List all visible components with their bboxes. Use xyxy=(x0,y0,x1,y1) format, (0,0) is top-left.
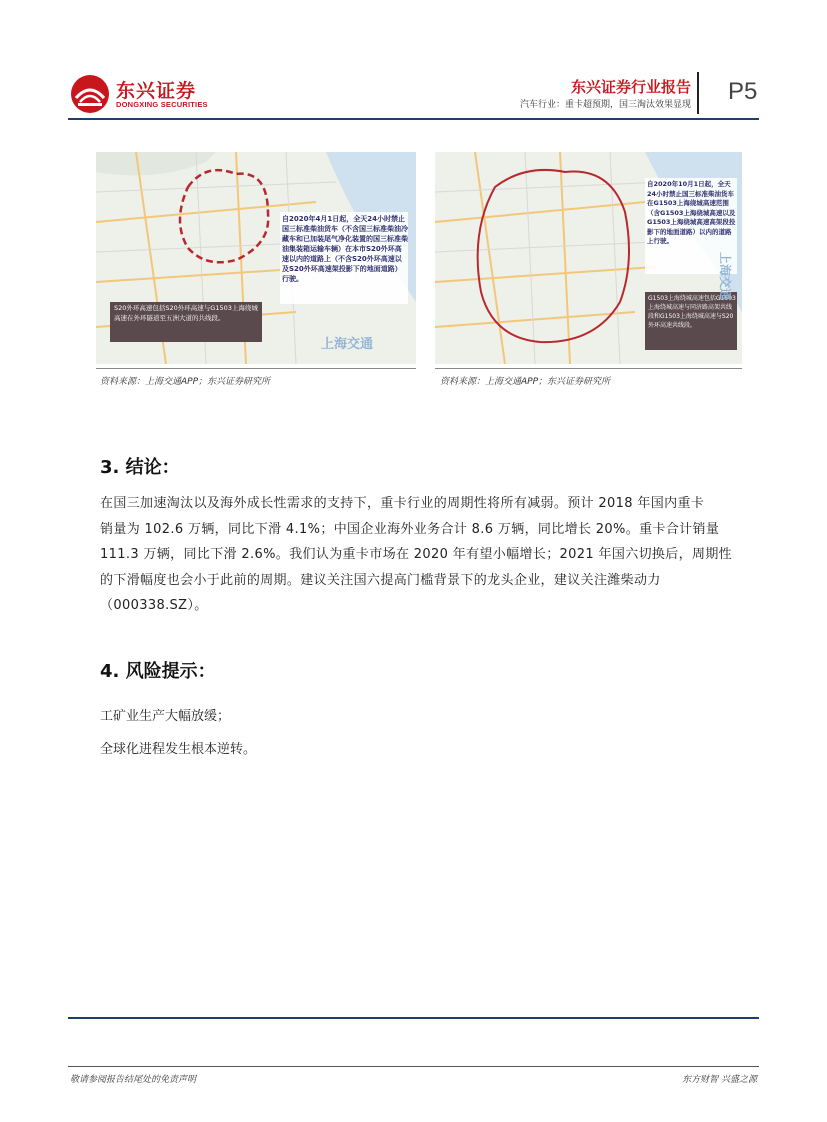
footer-thin-rule xyxy=(68,1066,759,1067)
map-image-s20 xyxy=(96,152,416,364)
map-watermark: 上海交通 xyxy=(718,252,732,301)
risk-item: 全球化进程发生根本逆转。 xyxy=(100,742,257,757)
source-rule xyxy=(96,368,416,369)
logo-text: 东兴证券 xyxy=(116,80,197,102)
disclaimer-note: 敬请参阅报告结尾处的免责声明 xyxy=(70,1075,197,1085)
footer-slogan: 东方财智 兴盛之源 xyxy=(682,1075,757,1085)
map-note: S20外环高速包括S20外环高速与G1503上海绕城高速在外环隧道至五洲大道的共线段。 xyxy=(114,304,258,322)
paragraph-line: 的下滑幅度也会小于此前的周期。建议关注国六提高门槛背景下的龙头企业，建议关注潍柴动力 xyxy=(100,572,661,588)
map-annotation: 自2020年4月1日起，全天24小时禁止国三标准柴油货车（不含国三标准柴油冷藏车和已加装尾气净化装置的国三标准柴油集装箱运输车辆）在本市S20外环高速以内的道路上（不含S20外环高速以及S20外环高速架投影下的地面道路）行驶。 xyxy=(282,215,408,283)
paragraph-line: 111.3 万辆，同比下滑 2.6%。我们认为重卡市场在 2020 年有望小幅增长；2021 年国六切换后，周期性 xyxy=(100,547,733,562)
source-note: 资料来源：上海交通APP；东兴证券研究所 xyxy=(440,377,611,387)
map-note: G1503上海绕城高速包括G1503上海绕城高速与同济路高架共线段和G1503上海绕城高速与S20外环高速共线段。 xyxy=(648,295,736,329)
page-number: P5 xyxy=(728,78,758,105)
map-image-g1503 xyxy=(435,152,742,364)
header-rule xyxy=(68,118,759,120)
header-divider xyxy=(697,72,699,114)
section-heading: 3. 结论： xyxy=(100,457,180,478)
risk-item: 工矿业生产大幅放缓； xyxy=(100,709,231,724)
logo-icon xyxy=(70,74,110,114)
paragraph-line: （000338.SZ）。 xyxy=(100,598,208,613)
report-subtitle: 汽车行业：重卡超预期，国三淘汰效果显现 xyxy=(519,100,691,110)
report-title: 东兴证券行业报告 xyxy=(570,78,691,96)
source-rule xyxy=(435,368,742,369)
paragraph-line: 在国三加速淘汰以及海外成长性需求的支持下，重卡行业的周期性将所有减弱。预计 2018 年国内重卡 xyxy=(100,496,705,511)
map-watermark: 上海交通 xyxy=(321,337,374,352)
footer-rule xyxy=(68,1017,759,1019)
map-annotation: 自2020年10月1日起，全天24小时禁止国三标准柴油货车在G1503上海绕城高速范围（含G1503上海绕城高速以及G1503上海绕城高速高架段投影下的地面道路）以内的道路上行驶。 xyxy=(647,180,736,245)
paragraph-line: 销量为 102.6 万辆，同比下滑 4.1%；中国企业海外业务合计 8.6 万辆，同比增长 20%。重卡合计销量 xyxy=(100,521,720,537)
conclusion-paragraph xyxy=(100,491,756,619)
source-note: 资料来源：上海交通APP；东兴证券研究所 xyxy=(100,377,271,387)
logo-subtext: DONGXING SECURITIES xyxy=(116,100,208,109)
section-heading: 4. 风险提示： xyxy=(100,661,216,682)
